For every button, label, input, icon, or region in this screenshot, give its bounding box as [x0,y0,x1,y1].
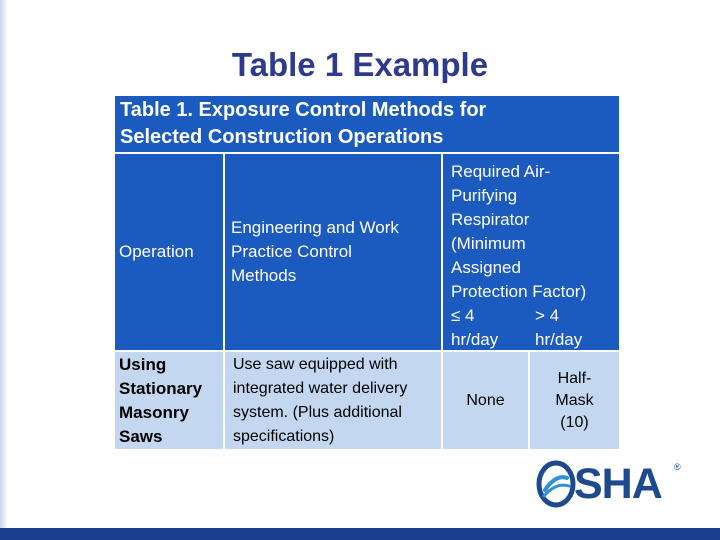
header-subcolumns [451,304,619,328]
header-respirator-line: Respirator [451,210,530,229]
row-respirator-long-line: (10) [560,413,589,431]
footer-bar [0,528,720,540]
subheader-a: hr/day [451,330,499,349]
header-respirator [443,154,619,350]
row-respirator-long [530,352,619,449]
row-engineering-line: system. (Plus additional [233,403,402,421]
row-engineering-line: Use saw equipped with [233,355,398,373]
subheader-b: > 4 [535,306,560,325]
row-operation-line: Saws [119,426,163,446]
header-respirator-line: Purifying [451,186,518,205]
header-operation [115,154,223,350]
row-respirator-short-value: None [466,391,505,409]
slide-title: Table 1 Example [231,46,489,83]
osha-logo [536,460,686,508]
caption-line: Selected Construction Operations [120,126,444,148]
registered-mark: ® [674,462,681,472]
subheader-b: hr/day [535,330,583,349]
header-engineering-line: Practice Control [231,242,352,261]
header-subcolumns [451,328,619,352]
table-caption [115,96,619,152]
subheader-a: ≤ 4 [451,306,475,325]
row-engineering-line: integrated water delivery [233,379,408,397]
header-respirator-line: Assigned [451,258,521,277]
osha-logo-text: SHA [574,460,662,508]
header-respirator-line: (Minimum [451,234,526,253]
row-operation-line: Stationary [119,378,203,398]
row-engineering [225,352,441,449]
row-respirator-long-line: Mask [555,391,594,409]
row-respirator-long-line: Half- [557,369,592,387]
header-engineering [225,154,441,350]
header-respirator-line: Protection Factor) [451,282,587,301]
caption-line: Table 1. Exposure Control Methods for [120,99,487,121]
header-engineering-line: Engineering and Work [231,218,399,237]
row-operation [115,352,223,449]
row-operation-line: Using [119,354,167,374]
row-engineering-line: specifications) [233,427,335,445]
row-operation-line: Masonry [119,402,189,422]
header-respirator-line: Required Air- [451,162,551,181]
header-operation-label: Operation [119,242,194,261]
osha-globe-icon [536,460,576,508]
header-engineering-line: Methods [231,266,297,285]
row-respirator-short [443,352,528,449]
